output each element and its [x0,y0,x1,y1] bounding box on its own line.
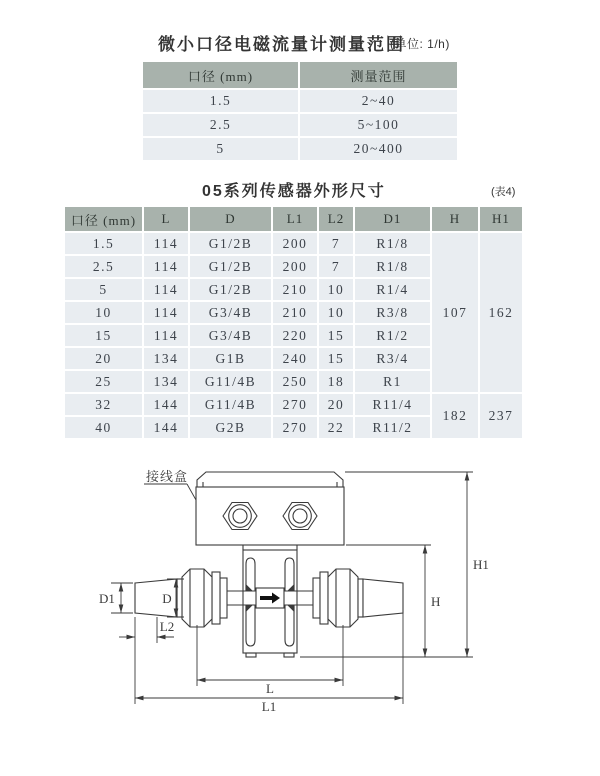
table-cell: R1/8 [355,256,430,277]
merged-cell-H1: 162 [480,233,522,392]
table-cell: 200 [273,256,317,277]
table-cell: 1.5 [143,90,298,112]
table-cell: 15 [319,348,353,369]
table-cell: R11/4 [355,394,430,415]
pipe-right [358,579,363,617]
table-number-note: (表4) [491,186,516,198]
washer-right-inner [320,572,328,624]
column-header: D1 [355,207,430,231]
junction-box-lid [197,472,343,487]
table-cell: 210 [273,279,317,300]
sensor-foot-right [284,653,294,657]
table-cell: R1/8 [355,233,430,254]
table-cell: 5~100 [300,114,457,136]
dim-label-l: L [266,681,274,696]
column-header: L2 [319,207,353,231]
table-cell: 10 [65,302,142,323]
column-header: 口径 (mm) [143,62,298,88]
section2-title: 05系列传感器外形尺寸 [202,183,386,200]
column-header: 口径 (mm) [65,207,142,231]
table-cell: R1/4 [355,279,430,300]
table-cell: 200 [273,233,317,254]
washer-right-outer [313,578,320,618]
column-header: H [432,207,478,231]
column-header: L [144,207,188,231]
table-cell: G3/4B [190,302,271,323]
merged-cell-H: 182 [432,394,478,438]
dim-label-h1: H1 [473,557,489,572]
table-row [143,90,457,112]
pipe-right-taper [363,579,403,617]
dim-label-d1: D1 [99,591,115,606]
table-cell: G1/2B [190,279,271,300]
table-cell: 220 [273,325,317,346]
pipe-left [177,579,182,617]
table-cell: 1.5 [65,233,142,254]
dim-label-l1: L1 [261,699,277,714]
column-header: 测量范围 [300,62,457,88]
table-cell: 25 [65,371,142,392]
table-cell: 10 [319,279,353,300]
junction-box-label: 接线盒 [146,469,189,484]
table-cell: 5 [143,138,298,160]
table-cell: R1/2 [355,325,430,346]
table-cell: G2B [190,417,271,438]
unit-note: (单位: 1/h) [390,37,450,51]
table-cell: 144 [144,417,188,438]
table-cell: R1 [355,371,430,392]
table-cell: R3/8 [355,302,430,323]
sensor-foot-left [246,653,256,657]
column-header: D [190,207,271,231]
table-row [65,233,522,254]
sensor-outline-drawing [0,440,600,740]
table-cell: 20 [319,394,353,415]
table-row [143,138,457,160]
table-cell: 7 [319,233,353,254]
table-cell: 2.5 [143,114,298,136]
table-cell: 22 [319,417,353,438]
table-cell: 114 [144,279,188,300]
table-cell: G11/4B [190,394,271,415]
table-cell: R3/4 [355,348,430,369]
dim-label-l2: L2 [159,619,175,634]
table-cell: 270 [273,394,317,415]
table-cell: 20~400 [300,138,457,160]
junction-box-body [196,487,344,545]
table-cell: 134 [144,348,188,369]
hex-nut-right [328,569,358,627]
table-cell: 7 [319,256,353,277]
table-cell: 250 [273,371,317,392]
table-row [143,114,457,136]
table-cell: 134 [144,371,188,392]
table-cell: 18 [319,371,353,392]
section1-title: 微小口径电磁流量计测量范围 [158,35,405,54]
table-header-row [143,62,457,88]
table-cell: 114 [144,256,188,277]
column-header: H1 [480,207,522,231]
table-cell: G1B [190,348,271,369]
table-cell: 32 [65,394,142,415]
table-row [65,394,522,415]
dimensions-table [63,205,524,440]
table-cell: 20 [65,348,142,369]
table-cell: 15 [319,325,353,346]
merged-cell-H1: 237 [480,394,522,438]
dim-label-h: H [431,594,441,609]
table-header-row [65,207,522,231]
table-cell: 114 [144,302,188,323]
table-cell: 15 [65,325,142,346]
measuring-range-table [141,60,459,162]
table-cell: G11/4B [190,371,271,392]
table-cell: G1/2B [190,233,271,254]
table-cell: 240 [273,348,317,369]
table-cell: 10 [319,302,353,323]
table-cell: 210 [273,302,317,323]
table-cell: R11/2 [355,417,430,438]
table-cell: 114 [144,233,188,254]
table-cell: 5 [65,279,142,300]
hex-nut-left [182,569,212,627]
table-cell: G3/4B [190,325,271,346]
table-cell: 114 [144,325,188,346]
table-cell: G1/2B [190,256,271,277]
washer-left-inner [212,572,220,624]
dim-label-d: D [162,591,172,606]
table-cell: 270 [273,417,317,438]
washer-left-outer [220,578,227,618]
table-cell: 40 [65,417,142,438]
merged-cell-H: 107 [432,233,478,392]
column-header: L1 [273,207,317,231]
table-cell: 2.5 [65,256,142,277]
table-cell: 2~40 [300,90,457,112]
table-cell: 144 [144,394,188,415]
